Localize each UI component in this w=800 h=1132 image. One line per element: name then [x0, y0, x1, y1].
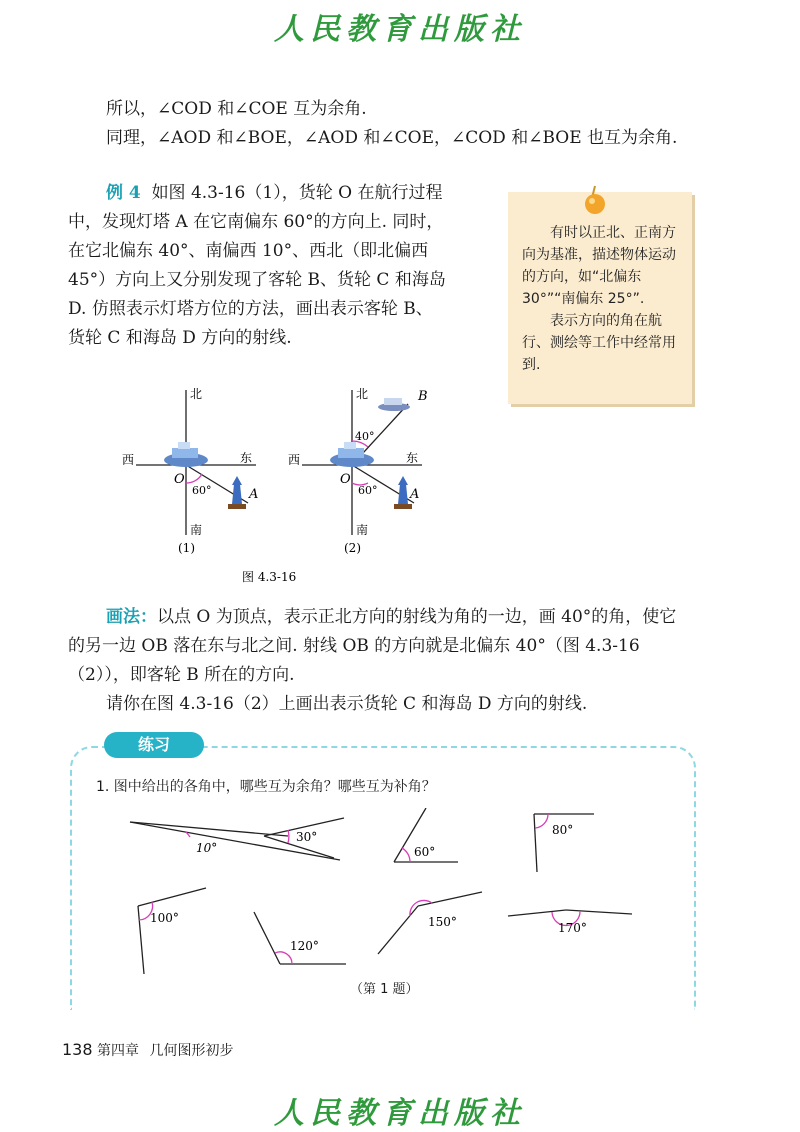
example-line-2: 中，发现灯塔 A 在它南偏东 60°的方向上. 同时，	[68, 212, 444, 232]
angle-150	[378, 892, 482, 954]
north-label: 北	[190, 387, 203, 401]
east-label-2: 东	[406, 451, 419, 465]
figure-caption: 图 4.3-16	[242, 570, 297, 584]
example-label: 例 4	[106, 183, 141, 203]
ask-line: 请你在图 4.3-16（2）上画出表示货轮 C 和海岛 D 方向的射线.	[106, 694, 588, 714]
exercise-tab: 练习	[104, 732, 204, 758]
angle-120	[254, 912, 346, 964]
angle-60	[394, 808, 458, 862]
ship-icon	[164, 442, 208, 467]
page-number: 138	[62, 1040, 93, 1059]
method-line-3: （2）），即客轮 B 所在的方向.	[68, 665, 295, 685]
angle-170-label: 170°	[558, 921, 587, 935]
chapter-title: 几何图形初步	[149, 1043, 234, 1059]
passenger-ship-icon	[378, 398, 410, 411]
publisher-logo-bottom: 人民教育出版社	[274, 1096, 526, 1131]
point-a-label-2: A	[410, 487, 420, 502]
angle-a-label: 60°	[192, 484, 212, 497]
method-line-2: 的另一边 OB 落在东与北之间. 射线 OB 的方向就是北偏东 40°（图 4.3-16	[68, 636, 640, 656]
figure-panel-2	[288, 387, 428, 555]
angle-100	[138, 888, 206, 974]
example-line-3: 在它北偏东 40°、南偏西 10°、西北（即北偏西	[68, 241, 429, 261]
publisher-logo-top: 人民教育出版社	[274, 12, 526, 47]
angle-30	[264, 818, 344, 858]
example-text-1: 如图 4.3-16（1），货轮 O 在航行过程	[151, 183, 443, 203]
text-line-1: 所以，∠COD 和∠COE 互为余角.	[106, 99, 367, 119]
angle-10-label: 10°	[196, 841, 218, 855]
panel-2-label: (2)	[344, 541, 361, 555]
angle-80	[534, 814, 594, 872]
angle-120-label: 120°	[290, 939, 319, 953]
method-text-1: 以点 O 为顶点，表示正北方向的射线为角的一边，画 40°的角，使它	[157, 607, 677, 627]
origin-label-2: O	[340, 472, 351, 487]
side-note	[508, 192, 692, 404]
note-paragraph-1: 有时以正北、正南方向为基准，描述物体运动的方向，如“北偏东 30°”“南偏东 25°”.	[522, 225, 676, 307]
east-label: 东	[240, 451, 253, 465]
angle-60-label: 60°	[414, 845, 436, 859]
point-a-label: A	[249, 487, 259, 502]
text-line-2: 同理，∠AOD 和∠BOE，∠AOD 和∠COE，∠COD 和∠BOE 也互为余角.	[106, 128, 678, 148]
angle-a-label-2: 60°	[358, 484, 378, 497]
west-label-2: 西	[288, 453, 301, 467]
west-label: 西	[122, 453, 135, 467]
figure-panel-1	[122, 387, 258, 555]
exercise-angles-figure	[120, 808, 660, 998]
method-line-1	[106, 603, 676, 632]
angle-b-label: 40°	[355, 430, 375, 443]
angle-30-label: 30°	[296, 830, 318, 844]
page-footer	[62, 1040, 233, 1060]
panel-1-label: (1)	[178, 541, 195, 555]
point-b-label: B	[418, 389, 428, 404]
exercise-question: 1. 图中给出的各角中，哪些互为余角？哪些互为补角？	[96, 779, 436, 795]
south-label-2: 南	[356, 523, 369, 537]
angle-100-label: 100°	[150, 911, 179, 925]
south-label: 南	[190, 523, 203, 537]
angle-170	[508, 910, 632, 935]
example-line-6: 货轮 C 和海岛 D 方向的射线.	[68, 328, 292, 348]
pushpin-icon	[582, 184, 608, 220]
example-line-5: D. 仿照表示灯塔方位的方法，画出表示客轮 B、	[68, 299, 433, 319]
figure-4-3-16	[108, 380, 438, 590]
origin-label: O	[174, 472, 185, 487]
north-label-2: 北	[356, 387, 369, 401]
method-label: 画法：	[106, 607, 157, 627]
angle-80-label: 80°	[552, 823, 574, 837]
example-line-1	[106, 179, 442, 208]
angle-150-label: 150°	[428, 915, 457, 929]
exercise-caption: （第 1 题）	[350, 982, 419, 997]
chapter-label: 第四章	[97, 1043, 139, 1059]
note-paragraph-2: 表示方向的角在航行、测绘等工作中经常用到.	[522, 313, 676, 373]
example-line-4: 45°）方向上又分别发现了客轮 B、货轮 C 和海岛	[68, 270, 446, 290]
